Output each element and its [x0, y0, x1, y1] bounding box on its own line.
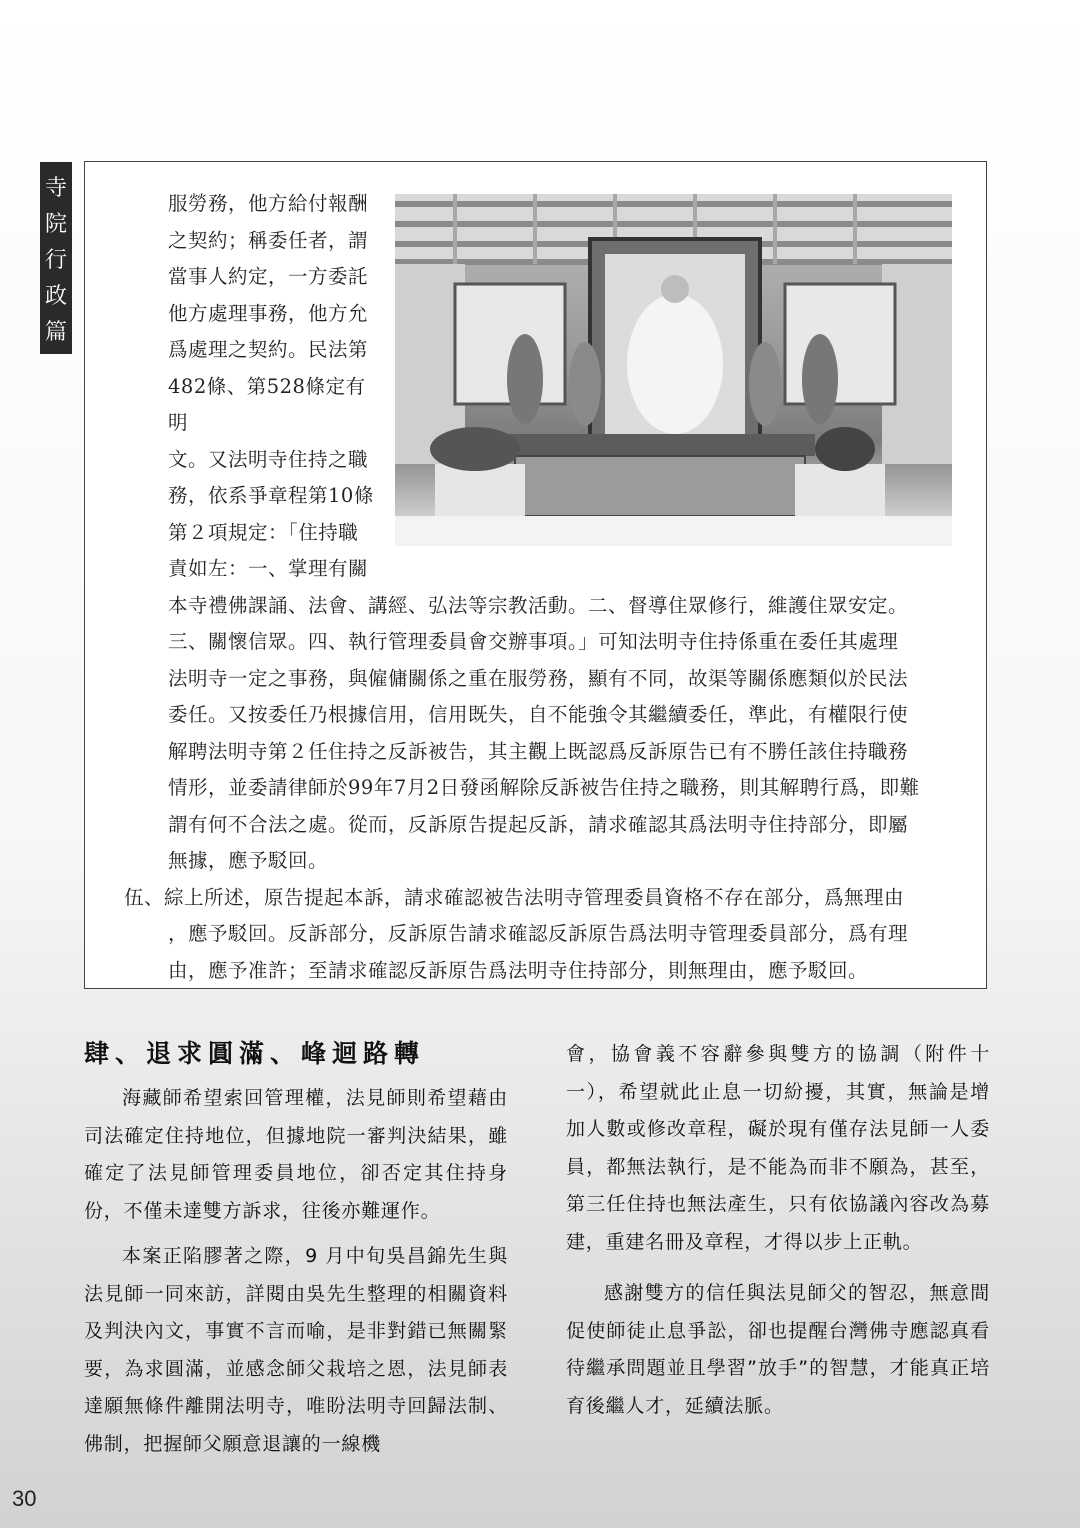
text-line: 務，依系爭章程第10條 [168, 484, 374, 507]
text-line: 責如左：一、掌理有關 [168, 557, 369, 580]
text-line: 法明寺一定之事務，與僱傭關係之重在服勞務，顯有不同，故渠等關係應類似於民法 [168, 666, 909, 690]
text-line: 當事人約定，一方委託 [168, 265, 369, 288]
item-five [124, 880, 948, 990]
section-tab-char: 院 [44, 211, 67, 237]
text-line: 之契約；稱委任者，謂 [168, 228, 369, 252]
article-paragraph: 本案正陷膠著之際，9 月中旬吳昌錦先生與法見師一同來訪，詳閱由吳先生整理的相關資料及判決內文，事實不言而喻，是非對錯已無關緊要，為求圓滿，並感念師父栽培之恩，法見師表達願無條件離開法明寺，唯盼法明寺回歸法制、佛制，把握師父願意退讓的一線機 [84, 1245, 508, 1455]
section-tab [40, 162, 72, 354]
text-line: 爲處理之契約。民法第 [168, 338, 369, 361]
article-paragraph: 感謝雙方的信任與法見師父的智忍，無意間促使師徒止息爭訟，卻也提醒台灣佛寺應認真看待繼承問題並且學習”放手”的智慧，才能真正培育後繼人才，延續法脈。 [566, 1282, 990, 1417]
article-paragraph: 海藏師希望索回管理權，法見師則希望藉由司法確定住持地位，但據地院一審判決結果，雖確定了法見師管理委員地位，卻否定其住持身份，不僅未達雙方訴求，往後亦難運作。 [84, 1087, 508, 1222]
text-line: 本寺禮佛課誦、法會、講經、弘法等宗教活動。二、督導住眾修行，維護住眾安定。 [168, 593, 909, 617]
quoted-judgment-box [84, 161, 987, 989]
text-line: 情形，並委請律師於99年7月2日發函解除反訴被告住持之職務，則其解聘行爲，即難 [168, 776, 920, 799]
item-five-line: ，應予駁回。反訴部分，反訴原告請求確認反訴原告爲法明寺管理委員部分，爲有理 [168, 922, 909, 945]
section-tab-char: 寺 [44, 175, 67, 201]
temple-altar-photo [395, 194, 952, 546]
text-line: 他方處理事務，他方允 [168, 301, 369, 325]
article-left-column [84, 1036, 508, 1471]
text-line: 無據，應予駁回。 [168, 849, 329, 872]
text-line: 三、關懷信眾。四、執行管理委員會交辦事項。」可知法明寺住持係重在委任其處理 [168, 630, 899, 653]
text-line: 第２項規定：「住持職 [168, 520, 359, 544]
section-tab-char: 政 [44, 283, 67, 309]
text-line: 文。又法明寺住持之職 [168, 447, 369, 471]
article-right-column [566, 1036, 990, 1433]
section-tab-char: 行 [44, 247, 67, 273]
page-number: 30 [12, 1486, 37, 1511]
item-five-line: 由，應予准許；至請求確認反訴原告爲法明寺住持部分，則無理由，應予駁回。 [168, 958, 869, 982]
item-five-first-line: 伍、綜上所述，原告提起本訴，請求確認被告法明寺管理委員資格不存在部分，爲無理由 [124, 885, 905, 909]
text-line: 解聘法明寺第２任住持之反訴被告，其主觀上既認爲反訴原告已有不勝任該住持職務 [168, 739, 909, 763]
text-line: 謂有何不合法之處。從而，反訴原告提起反訴，請求確認其爲法明寺住持部分，即屬 [168, 812, 909, 836]
judgment-text [124, 186, 948, 989]
text-line: 服勞務，他方給付報酬 [168, 192, 369, 215]
article-paragraph: 會，協會義不容辭參與雙方的協調（附件十一），希望就此止息一切紛擾，其實，無論是增加人數或修改章程，礙於現有僅存法見師一人委員，都無法執行，是不能為而非不願為，甚至，第三任住持也無法產生，只有依協議內容改為募建，重建名冊及章程，才得以步上正軌。 [566, 1043, 990, 1253]
section-heading: 肆、退求圓滿、峰迴路轉 [84, 1039, 426, 1068]
text-line: 委任。又按委任乃根據信用，信用既失，自不能強令其繼續委任，準此，有權限行使 [168, 703, 909, 726]
section-tab-char: 篇 [44, 319, 67, 345]
text-line: 482條、第528條定有明 [168, 374, 366, 434]
